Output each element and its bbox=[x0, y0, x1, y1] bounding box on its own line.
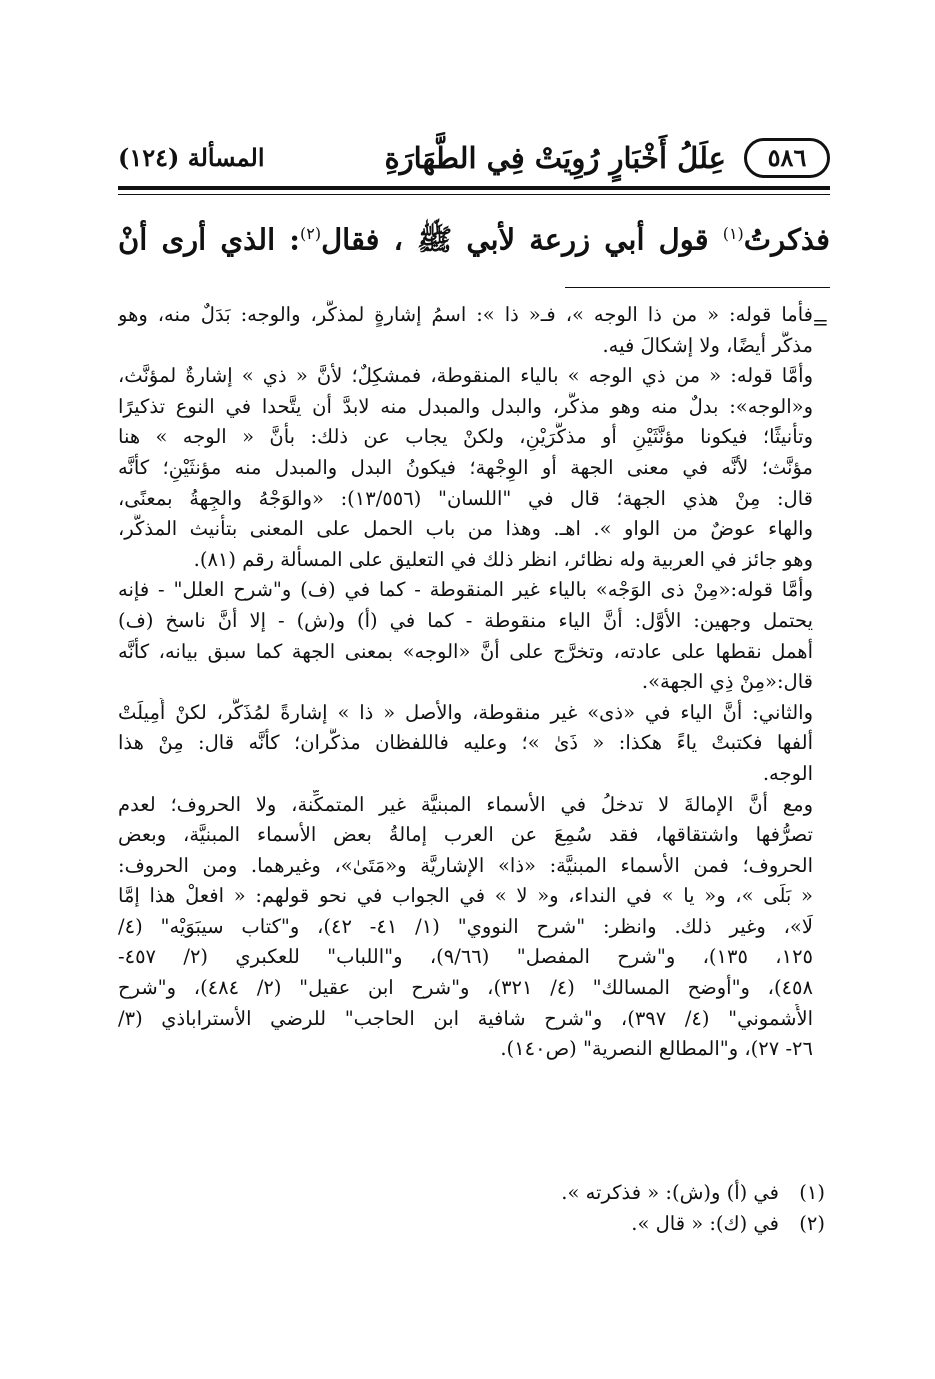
footnote-line: الوجه. bbox=[762, 761, 813, 785]
footnote-line: مذكَّر أيضًا، ولا إشكالَ فيه. bbox=[602, 333, 813, 357]
footnote-ref-1: (١) bbox=[722, 224, 744, 243]
footnote-line: وأمَّا قوله: « من ذي الوجه » بالياء المنقوطة، فمشكِلٌ؛ لأنَّ « ذي » إشارةٌ لمؤنَّث، bbox=[118, 364, 813, 388]
main-text-part2: قول أبي زرعة لأبي ﷺ ، فقال bbox=[321, 222, 723, 257]
footnote-line: ٤٥٨)، و"أوضح المسالك" (٤/ ٣٢١)، و"شرح ابن عقيل" (٢/ ٤٨٤)، و"شرح bbox=[118, 976, 813, 1000]
footnote-line: الأُشموني" (٤/ ٣٩٧)، و"شرح شافية ابن الحاجب" للرضي الأستراباذي (٣/ bbox=[118, 1006, 813, 1030]
footnote-text: في (ك): « قال ». bbox=[631, 1211, 779, 1235]
footnote-line: أهمل نقطها على عادته، وتخرَّج على أنَّ «الوجه» بمعنى الجهة كما سبق بيانه، كأنَّه bbox=[118, 639, 813, 663]
page-number: ٥٨٦ bbox=[744, 138, 830, 178]
main-text-line bbox=[118, 208, 830, 266]
footnote-line: قال:«مِنْ ذِي الجهة». bbox=[641, 670, 813, 694]
book-title: عِلَلُ أَخْبَارٍ رُوِيَتْ فِي الطَّهَارَةِ bbox=[384, 141, 726, 175]
footnote-number: (٢) bbox=[799, 1211, 825, 1235]
footnote-text: في (أ) و(ش): « فذكرته ». bbox=[561, 1181, 779, 1204]
issue-label: المسألة (١٢٤) bbox=[118, 143, 265, 172]
footnote-line: ألفها فكتبتْ ياءً هكذا: « ذَىٰ »؛ وعليه فاللفظان مذكَّران؛ كأنَّه قال: مِنْ هذا bbox=[118, 731, 813, 755]
footnote-ref-2: (٢) bbox=[300, 224, 322, 243]
page-header bbox=[118, 132, 830, 184]
footnote-line: ومع أنَّ الإمالةَ لا تدخلُ في الأسماء المبنيَّة غير المتمكِّنة، ولا الحروف؛ لعدم bbox=[118, 792, 813, 816]
footnote-separator bbox=[565, 287, 830, 288]
footnote-line: ٢٦- ٢٧)، و"المطالع النصرية" (ص١٤٠). bbox=[500, 1037, 813, 1061]
footnote-line: والثاني: أنَّ الياء في «ذى» غير منقوطة، والأصل « ذا » إشارةً لمُذَكَّر، لكنْ أُمِيلَتْ bbox=[118, 700, 813, 724]
footnote-body bbox=[118, 300, 813, 1065]
footnote-item bbox=[115, 1178, 825, 1209]
header-rule-thick bbox=[118, 186, 830, 190]
footnote-line: و«الوجه»: بدلٌ منه وهو مذكَّر، والبدل والمبدل منه لابدَّ أن يتَّحدا في النوع تذكيرًا bbox=[118, 394, 813, 418]
footnotes-list bbox=[115, 1178, 825, 1239]
footnote-line: يحتمل وجهين: الأوَّل: أنَّ الياء منقوطة - كما في (أ) و(ش) - إلا أنَّ ناسخ (ف) bbox=[118, 608, 813, 632]
footnote-line: تصرُّفها واشتقاقها، فقد سُمِعَ عن العرب إمالةُ بعض الأسماء المبنيَّة، وبعض bbox=[118, 823, 813, 847]
footnote-number: (١) bbox=[799, 1181, 825, 1204]
main-text-part1: فذكرتُ bbox=[743, 222, 830, 257]
footnote-line: فأما قوله: « من ذا الوجه »، فـ« ذا »: اسمُ إشارةٍ لمذكَّر، والوجه: بَدَلٌ منه، وهو bbox=[118, 303, 813, 326]
header-rule-thin bbox=[118, 194, 830, 195]
footnote-line: الحروف؛ فمن الأسماء المبنيَّة: «ذا» الإشاريَّة و«مَتَىٰ»، وغيرهما. ومن الحروف: bbox=[118, 853, 813, 877]
footnote-line: قال: مِنْ هذي الجهة؛ قال في "اللسان" (١٣/٥٥٦): «والوَجْهُ والجِهةُ بمعنًى، bbox=[118, 486, 813, 510]
continuation-mark: = bbox=[812, 310, 829, 334]
footnote-line: والهاء عوضٌ من الواو ». اهـ. وهذا من باب الحمل على المعنى بتأنيث المذكَّر، bbox=[118, 517, 813, 541]
footnote-line: وهو جائز في العربية وله نظائر، انظر ذلك في التعليق على المسألة رقم (٨١). bbox=[193, 547, 813, 571]
footnote-line: مؤنَّث؛ لأنَّه في معنى الجهة أو الوِجْهة؛ فيكونُ البدل والمبدل منه مؤنثَيْنِ؛ كأنَّه bbox=[118, 455, 813, 479]
footnote-line: لَا»، وغير ذلك. وانظر: "شرح النووي" (١/ ٤١- ٤٢)، و"كتاب سيبَوَيْه" (٤/ bbox=[118, 914, 813, 938]
main-text-part3: : الذي أرى أنْ bbox=[118, 222, 301, 257]
footnote-line: ١٢٥، ١٣٥)، و"شرح المفصل" (٩/٦٦)، و"اللباب" للعكبري (٢/ ٤٥٧- bbox=[118, 945, 813, 969]
footnote-line: وتأنيثًا؛ فيكونا مؤنَّثَيْنِ أو مذكَّرَيْنِ، ولكنْ يجاب عن ذلك: بأنَّ « الوجه » هنا bbox=[118, 425, 813, 449]
footnote-line: « بَلَى »، و« يا » في النداء، و« لا » في الجواب في نحو قولهم: « افعلْ هذا إمَّا bbox=[118, 884, 813, 908]
footnote-line: وأمَّا قوله:«مِنْ ذى الوَجْه» بالياء غير المنقوطة - كما في (ف) و"شرح العلل" - فإنه bbox=[118, 578, 813, 602]
footnote-item bbox=[115, 1209, 825, 1240]
